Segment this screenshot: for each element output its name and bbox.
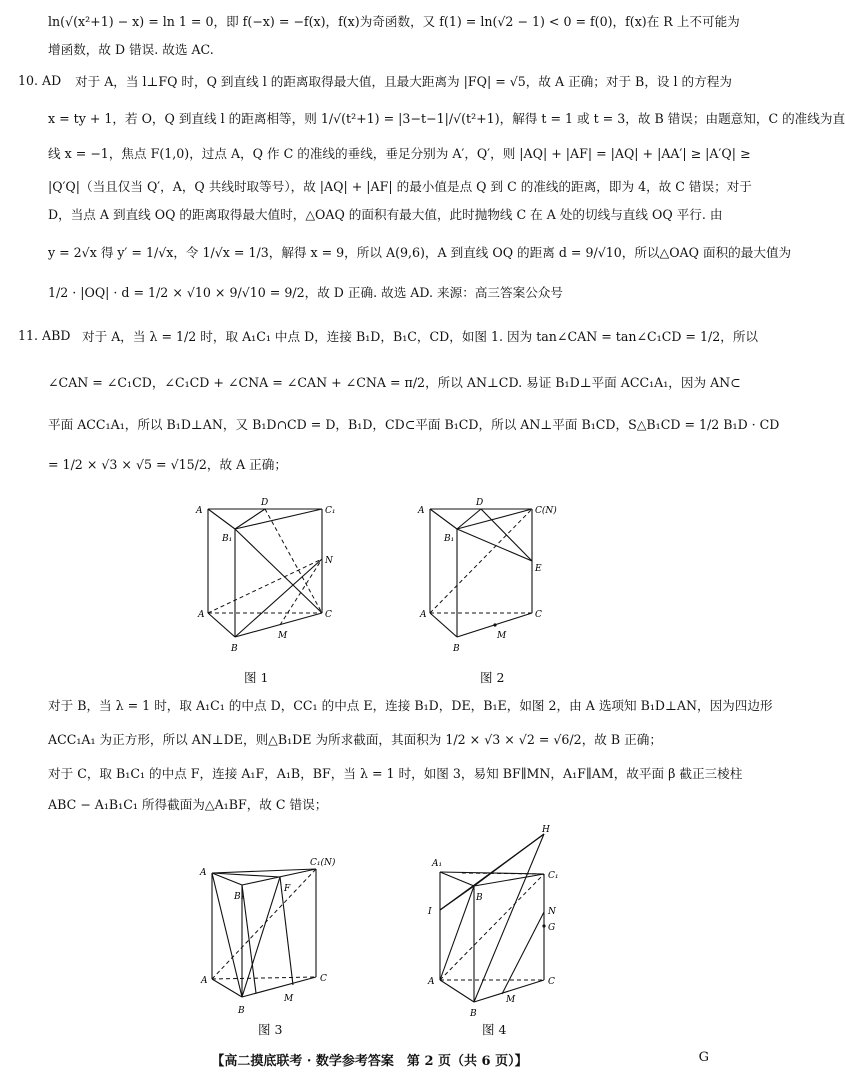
fig4-label-h: H	[542, 825, 550, 835]
text-line: 增函数，故 D 错误. 故选 AC.	[48, 42, 214, 57]
fig2-label-a: A	[420, 610, 427, 620]
fig3-label-f: F	[284, 884, 291, 894]
fig3-label-b1: B₁	[234, 892, 245, 902]
fig2-label-m: M	[497, 631, 507, 641]
text-line: 对于 B，当 λ = 1 时，取 A₁C₁ 的中点 D，CC₁ 的中点 E，连接 B₁D，DE，B₁E，如图 2，由 A 选项知 B₁D⊥AN，因为四边形	[48, 698, 773, 713]
text-line: = 1/2 × √3 × √5 = √15/2，故 A 正确；	[48, 457, 287, 472]
fig2-label-d: D	[476, 498, 484, 508]
text-line: x = ty + 1，若 O，Q 到直线 l 的距离相等，则 1/√(t²+1) = |3−t−1|/√(t²+1)，解得 t = 1 或 t = 3，故 B 错误；由题意知，C 的准线为直	[48, 111, 845, 126]
text-line: |Q′Q|（当且仅当 Q′，A，Q 共线时取等号），故 |AQ| + |AF| 的最小值是点 Q 到 C 的准线的距离，即为 4，故 C 错误；对于	[48, 179, 752, 194]
fig2-label-c1n: C(N)	[535, 506, 557, 516]
fig4-label-b1: B	[476, 893, 483, 903]
figure-3-caption: 图 3	[258, 1022, 283, 1037]
fig1-label-a: A	[198, 610, 205, 620]
fig1-label-d: D	[261, 498, 269, 508]
fig1-label-a1: A	[196, 506, 203, 516]
fig1-label-c: C	[325, 610, 332, 620]
text-line: 平面 ACC₁A₁，所以 B₁D⊥AN，又 B₁D∩CD = D，B₁D，CD⊂平面 B₁CD，所以 AN⊥平面 B₁CD，S△B₁CD = 1/2 B₁D · CD	[48, 417, 780, 432]
text-line: ABC − A₁B₁C₁ 所得截面为△A₁BF，故 C 错误；	[48, 797, 328, 812]
figure-2-prism	[412, 495, 572, 657]
text-line: ∠CAN = ∠C₁CD，∠C₁CD + ∠CNA = ∠CAN + ∠CNA = π/2，所以 AN⊥CD. 易证 B₁D⊥平面 ACC₁A₁，因为 AN⊂	[48, 375, 741, 390]
fig4-label-a: A	[428, 977, 435, 987]
fig1-label-n: N	[325, 556, 333, 566]
figure-4-prism	[424, 822, 574, 1020]
fig3-label-c1n: C₁(N)	[310, 858, 336, 868]
fig3-label-b: B	[238, 1006, 245, 1016]
paper-code: G	[698, 1050, 709, 1065]
text-line: 对于 C，取 B₁C₁ 的中点 F，连接 A₁F，A₁B，BF，当 λ = 1 时，如图 3，易知 BF∥MN，A₁F∥AM，故平面 β 截正三棱柱	[48, 766, 743, 781]
fig4-label-n: N	[548, 907, 556, 917]
figure-2-caption: 图 2	[480, 670, 505, 685]
text-line: 1/2 · |OQ| · d = 1/2 × √10 × 9/√10 = 9/2，故 D 正确. 故选 AD. 来源：高三答案公众号	[48, 285, 563, 300]
fig2-label-e: E	[535, 564, 542, 574]
fig4-label-m: M	[506, 995, 516, 1005]
page-footer: 【高二摸底联考 · 数学参考答案 第 2 页（共 6 页）】	[211, 1054, 528, 1069]
text-line: ln(√(x²+1) − x) = ln 1 = 0，即 f(−x) = −f(x)，f(x)为奇函数，又 f(1) = ln(√2 − 1) < 0 = f(0)，f(x)在 R 上不可能为	[48, 14, 740, 29]
fig2-label-b: B	[453, 644, 460, 654]
fig3-label-c: C	[320, 974, 327, 984]
fig1-label-b1: B₁	[222, 534, 233, 544]
fig4-label-i: I	[428, 907, 432, 917]
fig2-label-a1: A	[418, 506, 425, 516]
fig4-label-c1: C₁	[548, 871, 559, 881]
fig2-label-c: C	[535, 610, 542, 620]
fig1-label-b: B	[231, 644, 238, 654]
figure-3-prism	[198, 855, 348, 1020]
fig1-label-m: M	[278, 631, 288, 641]
fig4-label-b: B	[470, 1009, 477, 1019]
text-line: D，当点 A 到直线 OQ 的距离取得最大值时，△OAQ 的面积有最大值，此时抛物线 C 在 A 处的切线与直线 OQ 平行. 由	[48, 207, 723, 222]
fig3-label-m: M	[284, 994, 294, 1004]
fig4-label-a1: A₁	[432, 859, 443, 869]
text-line: 线 x = −1，焦点 F(1,0)，过点 A，Q 作 C 的准线的垂线，垂足分别为 A′，Q′，则 |AQ| + |AF| = |AQ| + |AA′| ≥ |A′Q| ≥	[48, 146, 751, 161]
question-10-number: 10. AD	[18, 73, 62, 88]
fig1-label-c1: C₁	[325, 506, 336, 516]
fig3-label-a1: A	[200, 868, 207, 878]
figure-1-prism	[190, 495, 340, 657]
fig4-label-g: G	[548, 923, 556, 933]
text-line: 对于 A，当 λ = 1/2 时，取 A₁C₁ 中点 D，连接 B₁D，B₁C，CD，如图 1. 因为 tan∠CAN = tan∠C₁CD = 1/2，所以	[82, 329, 759, 344]
figure-4-caption: 图 4	[482, 1022, 507, 1037]
text-line: 对于 A，当 l⊥FQ 时，Q 到直线 l 的距离取得最大值，且最大距离为 |FQ| = √5，故 A 正确；对于 B，设 l 的方程为	[75, 74, 732, 89]
text-line: y = 2√x 得 y′ = 1/√x，令 1/√x = 1/3，解得 x = 9，所以 A(9,6)，A 到直线 OQ 的距离 d = 9/√10，所以△OAQ 面积的最大值为	[48, 245, 792, 260]
question-11-number: 11. ABD	[18, 328, 71, 343]
fig3-label-a: A	[201, 976, 208, 986]
fig2-label-b1: B₁	[444, 534, 455, 544]
fig4-label-c: C	[548, 977, 555, 987]
figure-1-caption: 图 1	[244, 670, 269, 685]
text-line: ACC₁A₁ 为正方形，所以 AN⊥DE，则△B₁DE 为所求截面，其面积为 1/2 × √3 × √2 = √6/2，故 B 正确；	[48, 732, 662, 747]
